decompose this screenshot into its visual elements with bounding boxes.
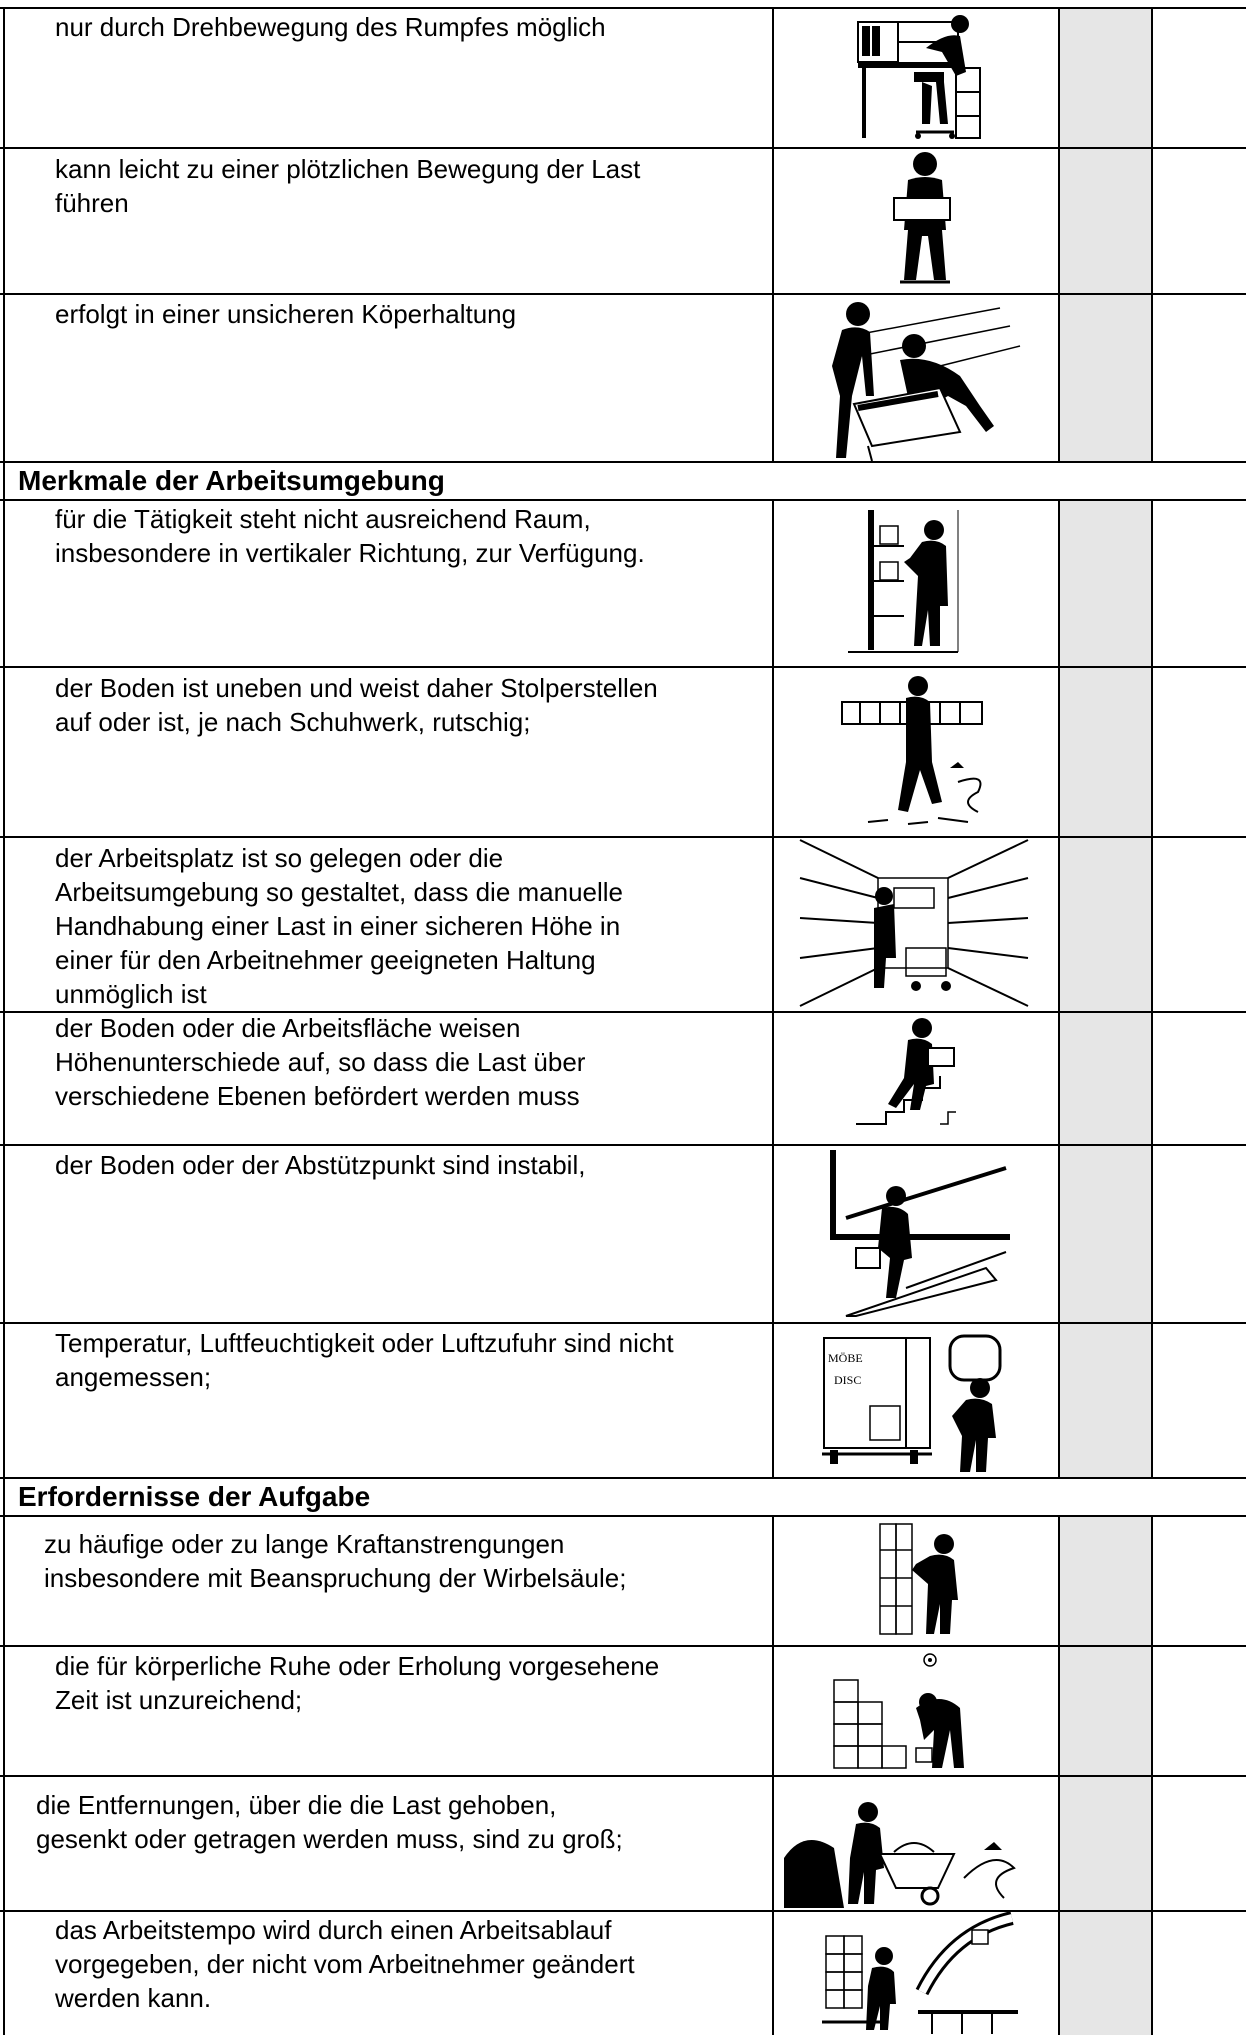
table-left-border: [3, 7, 5, 2035]
criterion-text: der Arbeitsplatz ist so gelegen oder die Arbeitsumgebung so gestaltet, dass die manuelle Handhabung einer Last in einer sicheren Höhe in einer für den Arbeitnehmer geeigneten Haltung unmöglich ist: [55, 843, 624, 1009]
warehouse-aisle-icon: [798, 838, 1030, 1008]
worker-truck-icon: [820, 1326, 1020, 1476]
svg-text:DISC: DISC: [834, 1373, 862, 1387]
section-title: Merkmale der Arbeitsumgebung: [18, 465, 445, 496]
section-title: Erfordernisse der Aufgabe: [18, 1481, 371, 1512]
criterion-text: der Boden ist uneben und weist daher Stolperstellen auf oder ist, je nach Schuhwerk, rutschig;: [55, 673, 658, 737]
criterion-text: Temperatur, Luftfeuchtigkeit oder Luftzufuhr sind nicht angemessen;: [55, 1328, 674, 1392]
worker-bending-boxes-icon: [830, 1650, 970, 1774]
criterion-text: der Boden oder die Arbeitsfläche weisen Höhenunterschiede auf, so dass die Last über verschiedene Ebenen befördert werden muss: [55, 1013, 586, 1111]
criterion-text: der Boden oder der Abstützpunkt sind instabil,: [55, 1150, 586, 1180]
worker-carry-box-icon: [880, 150, 970, 290]
criterion-text: die Entfernungen, über die die Last gehoben, gesenkt oder getragen werden muss, sind zu groß;: [36, 1790, 623, 1854]
criterion-text: das Arbeitstempo wird durch einen Arbeitsablauf vorgegeben, der nicht vom Arbeitnehmer geändert werden kann.: [55, 1915, 635, 2013]
desk-twist-icon: [856, 12, 986, 142]
worker-conveyor-icon: [822, 1912, 1022, 2034]
two-workers-lifting-icon: [790, 296, 1030, 461]
worker-shelf-icon: [848, 506, 968, 656]
worker-plank-icon: [816, 1148, 1016, 1318]
check-column-shade: [1060, 500, 1152, 1478]
worker-wheelbarrow-icon: [784, 1778, 1024, 1910]
worker-stack-icon: [876, 1520, 976, 1640]
column-divider: [772, 7, 774, 462]
column-divider: [1058, 499, 1060, 1478]
column-divider: [1151, 7, 1153, 462]
worker-ladder-icon: [838, 672, 998, 832]
criterion-text: nur durch Drehbewegung des Rumpfes möglich: [55, 12, 606, 42]
column-divider: [1058, 7, 1060, 462]
criterion-text: die für körperliche Ruhe oder Erholung vorgesehene Zeit ist unzureichend;: [55, 1651, 660, 1715]
column-divider: [1058, 1515, 1060, 2035]
column-divider: [1151, 499, 1153, 1478]
column-divider: [1151, 1515, 1153, 2035]
criterion-text: kann leicht zu einer plötzlichen Bewegung der Last führen: [55, 154, 641, 218]
svg-text:MÖBE: MÖBE: [828, 1351, 863, 1365]
criterion-text: zu häufige oder zu lange Kraftanstrengungen insbesondere mit Beanspruchung der Wirbelsäule;: [44, 1529, 627, 1593]
column-divider: [772, 499, 774, 1478]
criterion-text: für die Tätigkeit steht nicht ausreichend Raum, insbesondere in vertikaler Richtung, zur Verfügung.: [55, 504, 645, 568]
criterion-text: erfolgt in einer unsicheren Köperhaltung: [55, 299, 517, 329]
column-divider: [772, 1515, 774, 2035]
worker-stairs-icon: [856, 1014, 986, 1142]
check-column-shade: [1060, 8, 1152, 462]
